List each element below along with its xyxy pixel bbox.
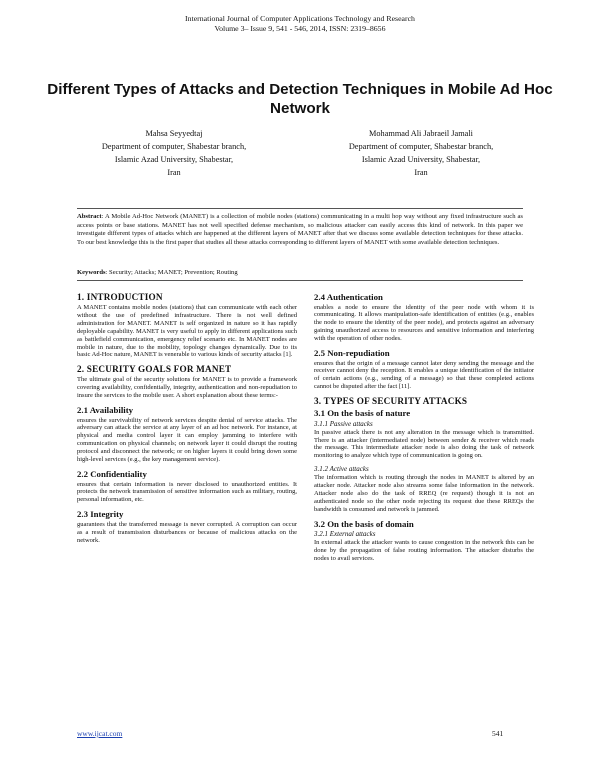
subsection-heading: 2.4 Authentication (314, 292, 383, 302)
section-body: The information which is routing through the nodes in MANET is altered by an attacker node. Attacker node also streams some false information in the network. Attacker node also do the task of RREQ (re request) though it is not an authenticated node so the other node rejecting its request due these RREQs the bandwidth is consumed and network is jammed. (314, 474, 534, 513)
section-body: guarantees that the transferred message is never corrupted. A corruption can occur as a result of transmission disturbances or because of malicious attacks on the network. (77, 520, 297, 544)
subsubsection-heading: 3.1.1 Passive attacks (314, 419, 373, 428)
author-country: Iran (167, 168, 181, 177)
abstract-top-rule (77, 208, 523, 209)
author-department: Department of computer, Shabestar branch, (348, 142, 494, 151)
author-name: Mahsa Seyyedtaj (145, 129, 203, 138)
paper-title: Different Types of Attacks and Detection Techniques in Mobile Ad Hoc Network (47, 81, 553, 117)
keywords (77, 268, 523, 277)
section-heading: 3. TYPES OF SECURITY ATTACKS (314, 396, 468, 407)
subsection-heading: 3.1 On the basis of nature (314, 408, 411, 419)
author-block-2 (306, 127, 536, 179)
section-heading: 2. SECURITY GOALS FOR MANET (77, 364, 232, 375)
subsection-heading: 2.1 Availability (77, 405, 134, 416)
page-number: 541 (492, 729, 504, 738)
journal-name: International Journal of Computer Applications Technology and Research (185, 14, 415, 23)
author-university: Islamic Azad University, Shabestar, (361, 155, 481, 164)
section-body: ensures that certain information is never disclosed to unauthorized entities. It protects the network transmission of sensitive information such as military, routing, personal information, etc. (77, 480, 297, 504)
author-country: Iran (414, 168, 428, 177)
section-body: A MANET contains mobile nodes (stations) that can communicate with each other without the use of predefined infrastructure. There is not well defined administration for MANET. MANET is self organized in nature so it has rapidly deployable capability. MANET is very useful to apply in different applications such as battlefield communication, emergency relief scenario etc. In MANET nodes are mobile in nature, due to the mobility, topology changes dynamically. Due to its basic Ad-Hoc nature, MANET is venerable to various kinds of security attacks [1]. (77, 304, 297, 359)
journal-website-link[interactable]: www.ijcat.com (77, 729, 123, 738)
section-body: ensures that the origin of a message cannot later deny sending the message and the receiver cannot deny the reception. It enables a unique identification of the initiator of certain actions (e.g., sending of a message) so that these completed actions cannot be disputed after the fact [11]. (314, 359, 534, 391)
left-column (77, 292, 297, 549)
subsection-heading: 2.5 Non-repudiation (314, 348, 390, 359)
journal-issue: Volume 3– Issue 9, 541 - 546, 2014, ISSN: 2319–8656 (214, 24, 386, 33)
section-body: In passive attack there is not any alteration in the message which is transmitted. There is an attacker (intermediated node) between sender & receiver which reads the message. This intermediate attacker node is also doing the task of network monitoring to analyze which type of communication is going on. (314, 428, 534, 460)
subsubsection-heading: 3.1.2 Active attacks (314, 465, 369, 474)
author-name: Mohammad Ali Jabraeil Jamali (369, 129, 473, 138)
right-column (314, 292, 534, 568)
section-body: In external attack the attacker wants to cause congestion in the network this can be done by the propagation of false routing information. The attacker disturbs the nodes to avail services. (314, 539, 534, 563)
section-body: enables a node to ensure the identity of the peer node with whom it is communicating. It allows manipulation-safe identification of entities (e.g., enables the node to ensure the identity of the peer node), and protects against an adversary gaining unauthorized access to resources and sensitive information and interfering with the operation of other nodes. (314, 303, 534, 343)
abstract-text: : A Mobile Ad-Hoc Network (MANET) is a collection of mobile nodes (stations) communicating in a multi hop way without any fixed infrastructure such as access points or base stations. MANET has not well specified defense mechanism, so malicious attacker can easily access this kind of network. In this paper we investigate different types of attacks which are happened at the different layers of MANET after that we discuss some available detection techniques for these attacks. To our best knowledge this is the first paper that studies all these attacks corresponding to different layers of MANET with some available detection techniques. (77, 213, 523, 246)
section-body: ensures the survivability of network services despite denial of service attacks. The adversary can attack the service at any layer of an ad hoc network. For instance, at physical and media control layer it can employ jamming to interfere with communication on physical channels; on network layer it could disrupt the routing protocol and disconnect the network; or on higher layers it could bring down some high-level services (e.g., the key management service). (77, 416, 297, 464)
abstract (77, 213, 523, 247)
section-body: The ultimate goal of the security solutions for MANET is to provide a framework covering availability, confidentially, integrity, authentication and non-repudiation to insure the services to the mobile user. A short explanation about these terms:- (77, 376, 297, 400)
section-heading: 1. INTRODUCTION (77, 292, 163, 302)
author-university: Islamic Azad University, Shabestar, (114, 155, 234, 164)
subsection-heading: 2.2 Confidentiality (77, 469, 147, 479)
author-department: Department of computer, Shabestar branch, (101, 142, 247, 151)
abstract-bottom-rule (77, 280, 523, 281)
author-block-1 (59, 127, 289, 179)
journal-header (0, 14, 600, 34)
keywords-text: : Security; Attacks; MANET; Prevention; Routing (105, 269, 238, 276)
subsection-heading: 3.2 On the basis of domain (314, 518, 414, 529)
subsubsection-heading: 3.2.1 External attacks (314, 530, 376, 539)
abstract-label: Abstract (77, 213, 102, 220)
subsection-heading: 2.3 Integrity (77, 509, 124, 520)
keywords-label: Keywords (77, 269, 106, 276)
